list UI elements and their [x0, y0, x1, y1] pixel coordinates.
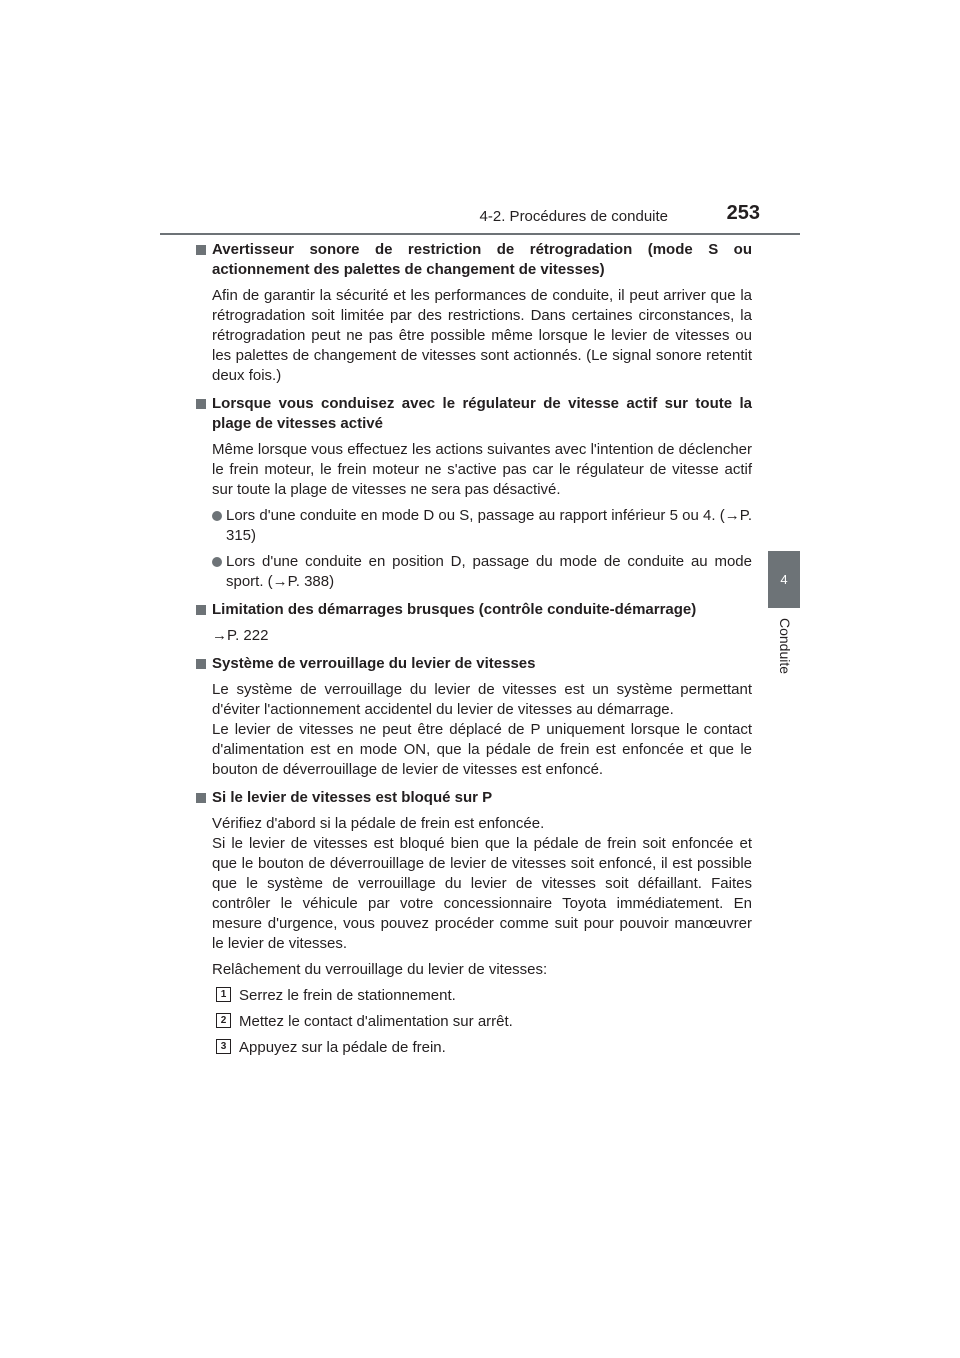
section-heading-text: Limitation des démarrages brusques (contrôle conduite-démarrage)	[212, 601, 697, 618]
section-heading-text: Système de verrouillage du levier de vitesses	[212, 655, 536, 672]
section-shift-lever-stuck	[196, 788, 752, 1058]
chapter-tab: 4	[768, 551, 800, 608]
step-text: Appuyez sur la pédale de frein.	[239, 1039, 446, 1056]
section-body	[196, 680, 752, 780]
step-text: Serrez le frein de stationnement.	[239, 987, 456, 1004]
step-number-badge: 2	[216, 1013, 231, 1028]
section-heading	[196, 654, 752, 674]
section-body: Même lorsque vous effectuez les actions suivantes avec l'intention de déclencher le frein moteur, le frein moteur ne s'active pas car le régulateur de vitesse actif sur toute la plage de vitesses ne sera pas désactivé.	[212, 441, 752, 498]
section-drive-start-control	[196, 600, 752, 646]
header-divider	[160, 233, 800, 235]
square-bullet-icon	[196, 659, 206, 669]
page-header	[160, 202, 800, 232]
procedure-step	[196, 1038, 752, 1058]
circle-bullet-icon	[212, 511, 222, 521]
procedure-step	[196, 986, 752, 1006]
section-heading	[196, 394, 752, 434]
section-shift-lock-system	[196, 654, 752, 780]
section-heading-text: Lorsque vous conduisez avec le régulateur de vitesse actif sur toute la plage de vitesses activé	[212, 395, 752, 432]
section-heading	[196, 600, 752, 620]
page-content	[196, 240, 752, 1066]
square-bullet-icon	[196, 245, 206, 255]
section-body-line: Si le levier de vitesses est bloqué bien que la pédale de frein soit enfoncée et que le bouton de déverrouillage de levier de vitesses soit enfoncé, il est possible que le système de verrouillage du levier de vitesses soit défaillant. Faites contrôler le véhicule par votre concessionnaire Toyota immédiatement. En mesure d'urgence, vous pouvez procéder comme suit pour pouvoir manœuvrer le levier de vitesses.	[212, 835, 752, 952]
page-reference-link[interactable]: →P. 222	[212, 627, 269, 644]
list-item	[196, 506, 752, 546]
section-body	[196, 814, 752, 954]
header-section-title: 4-2. Procédures de conduite	[479, 208, 668, 225]
section-heading	[196, 240, 752, 280]
step-text: Mettez le contact d'alimentation sur arrêt.	[239, 1013, 513, 1030]
section-downshift-buzzer	[196, 240, 752, 386]
section-heading	[196, 788, 752, 808]
section-heading-text: Si le levier de vitesses est bloqué sur P	[212, 789, 493, 806]
page-number: 253	[726, 202, 760, 224]
list-item-text: Lors d'une conduite en position D, passage du mode de conduite au mode sport. (→P. 388)	[226, 553, 752, 590]
square-bullet-icon	[196, 399, 206, 409]
step-number-badge: 1	[216, 987, 231, 1002]
procedure-step	[196, 1012, 752, 1032]
circle-bullet-icon	[212, 557, 222, 567]
section-body-line: Le levier de vitesses ne peut être déplacé de P uniquement lorsque le contact d'alimentation est en mode ON, que la pédale de frein est enfoncée et que le bouton de déverrouillage de levier de vitesses est enfoncé.	[212, 721, 752, 778]
section-body-line: Vérifiez d'abord si la pédale de frein est enfoncée.	[212, 815, 545, 832]
step-number-badge: 3	[216, 1039, 231, 1054]
square-bullet-icon	[196, 605, 206, 615]
section-heading-text: Avertisseur sonore de restriction de rétrogradation (mode S ou actionnement des palettes de changement de vitesses)	[212, 241, 752, 278]
list-item	[196, 552, 752, 592]
square-bullet-icon	[196, 793, 206, 803]
procedure-intro: Relâchement du verrouillage du levier de vitesses:	[212, 961, 548, 978]
chapter-label: Conduite	[777, 618, 793, 675]
list-item-text: Lors d'une conduite en mode D ou S, passage au rapport inférieur 5 ou 4. (→P. 315)	[226, 507, 752, 544]
section-body-line: Le système de verrouillage du levier de vitesses est un système permettant d'éviter l'actionnement accidentel du levier de vitesses au démarrage.	[212, 681, 752, 718]
section-cruise-control	[196, 394, 752, 592]
section-body: Afin de garantir la sécurité et les performances de conduite, il peut arriver que la rétrogradation soit limitée par des restrictions. Dans certaines circonstances, la rétrogradation peut ne pas être possible même lorsque le levier de vitesses ou les palettes de changement de vitesses sont actionnés. (Le signal sonore retentit deux fois.)	[212, 287, 752, 384]
